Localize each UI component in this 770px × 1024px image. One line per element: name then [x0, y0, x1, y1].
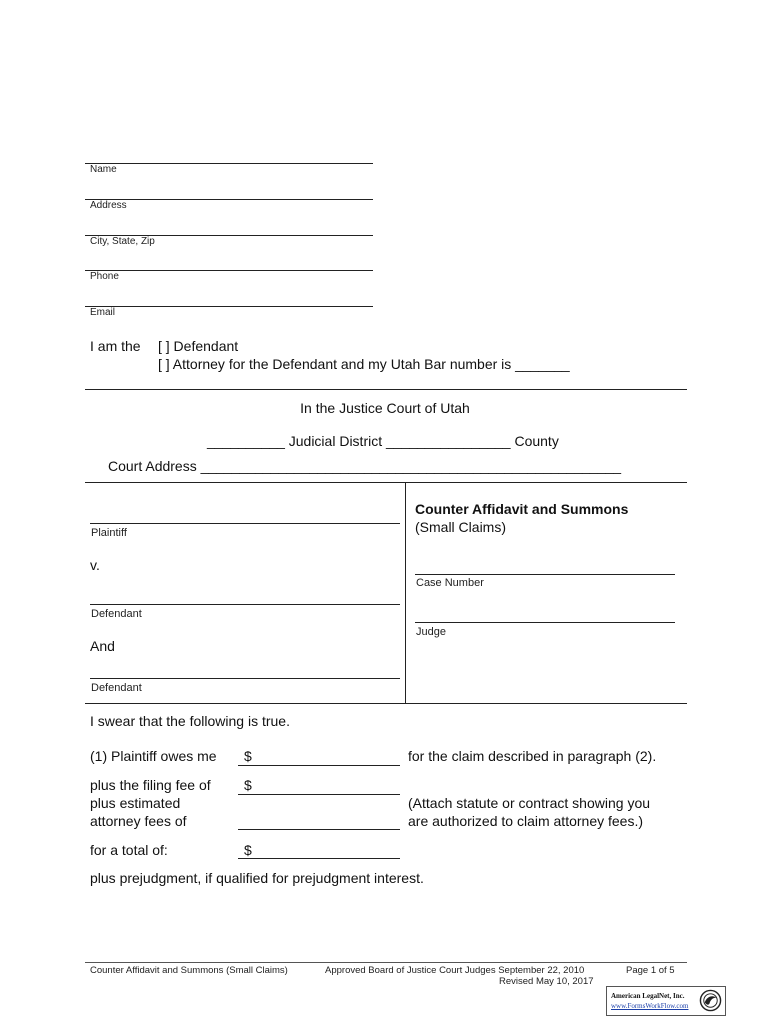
owes-label: (1) Plaintiff owes me [90, 748, 217, 764]
owes-amount-line[interactable] [238, 765, 400, 766]
total-amount-line[interactable] [238, 858, 400, 859]
phone-label: Phone [90, 271, 119, 282]
and-text: And [90, 638, 115, 654]
document-title: Counter Affidavit and Summons [415, 501, 629, 517]
defendant2-line[interactable] [90, 678, 400, 679]
footer-form-name: Counter Affidavit and Summons (Small Claims) [90, 965, 288, 976]
logo-emblem-icon [699, 989, 722, 1012]
footer-page-number: Page 1 of 5 [626, 965, 675, 976]
caption-top-rule [85, 482, 687, 483]
footer-rule [85, 962, 687, 963]
court-title: In the Justice Court of Utah [300, 400, 470, 416]
case-number-label: Case Number [416, 577, 484, 589]
judge-line[interactable] [415, 622, 675, 623]
plaintiff-label: Plaintiff [91, 527, 127, 539]
logo-website-link[interactable]: www.FormsWorkFlow.com [611, 1002, 689, 1010]
address-line[interactable] [85, 199, 373, 200]
publisher-logo[interactable] [606, 986, 726, 1016]
court-address-line[interactable]: Court Address ______________________________________________________ [108, 458, 622, 474]
attorney-checkbox-option[interactable]: [ ] Attorney for the Defendant and my Utah Bar number is _______ [158, 356, 570, 372]
filing-fee-line[interactable] [238, 794, 400, 795]
defendant2-label: Defendant [91, 682, 142, 694]
attach-note-2: are authorized to claim attorney fees.) [408, 813, 644, 829]
total-label: for a total of: [90, 842, 168, 858]
name-label: Name [90, 164, 117, 175]
case-number-line[interactable] [415, 574, 675, 575]
footer-revised: Revised May 10, 2017 [499, 976, 594, 987]
caption-divider [405, 482, 406, 703]
phone-line[interactable] [85, 270, 373, 271]
district-county-line[interactable]: __________ Judicial District ________________ County [207, 433, 559, 449]
prejudgment-text: plus prejudgment, if qualified for prejudgment interest. [90, 870, 424, 886]
swear-statement: I swear that the following is true. [90, 713, 290, 729]
name-line[interactable] [85, 163, 373, 164]
attorney-fees-label-1: plus estimated [90, 795, 181, 811]
party-prefix: I am the [90, 338, 141, 354]
attorney-fees-label-2: attorney fees of [90, 813, 187, 829]
judge-label: Judge [416, 626, 446, 638]
attach-note-1: (Attach statute or contract showing you [408, 795, 651, 811]
document-subtitle: (Small Claims) [415, 519, 506, 535]
total-dollar-sign: $ [244, 842, 252, 858]
email-label: Email [90, 307, 116, 318]
logo-company-name: American LegalNet, Inc. [611, 992, 685, 1000]
attorney-fees-line[interactable] [238, 829, 400, 830]
plaintiff-line[interactable] [90, 523, 400, 524]
section-divider [85, 389, 687, 390]
versus-text: v. [90, 557, 100, 573]
footer-approved: Approved Board of Justice Court Judges September 22, 2010 [325, 965, 585, 976]
owes-dollar-sign: $ [244, 748, 252, 764]
defendant-label: Defendant [91, 608, 142, 620]
filing-fee-label: plus the filing fee of [90, 777, 211, 793]
email-line[interactable] [85, 306, 373, 307]
address-label: Address [90, 200, 127, 211]
filing-fee-dollar-sign: $ [244, 777, 252, 793]
city-state-zip-label: City, State, Zip [90, 236, 155, 247]
defendant-checkbox-option[interactable]: [ ] Defendant [158, 338, 239, 354]
defendant-line[interactable] [90, 604, 400, 605]
caption-bottom-rule [85, 703, 687, 704]
owes-note: for the claim described in paragraph (2). [408, 748, 657, 764]
